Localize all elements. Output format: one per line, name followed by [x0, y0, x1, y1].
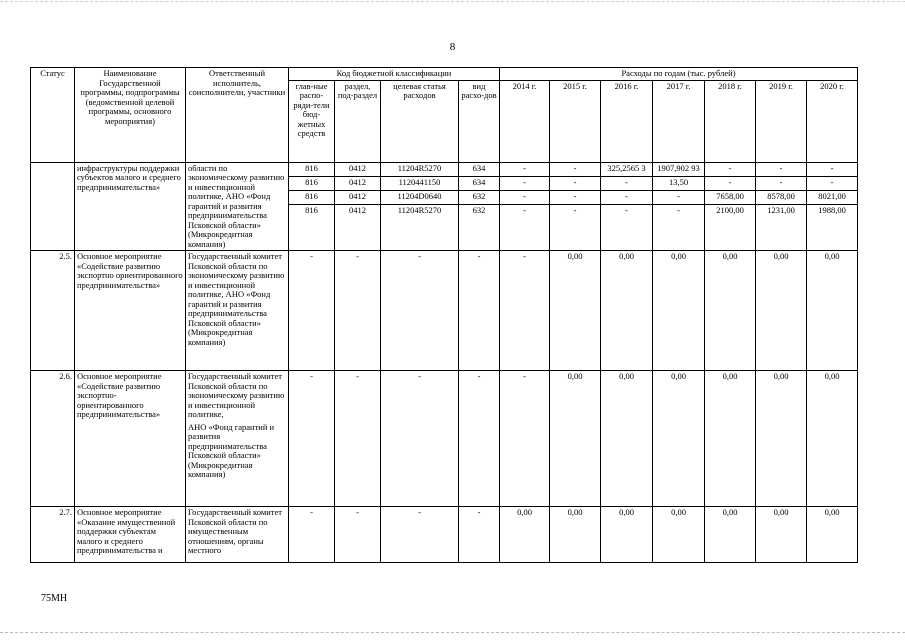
value-cell: -: [500, 251, 550, 371]
table-row: [31, 162, 858, 176]
razdel-cell: 0412: [335, 176, 381, 190]
razdel-cell: -: [335, 251, 381, 371]
table-row: [31, 507, 858, 563]
csr-cell: 11204D0640: [381, 190, 459, 204]
grbs-cell: 816: [289, 176, 335, 190]
value-cell: 0,00: [705, 507, 756, 563]
value-cell: 2100,00: [705, 205, 756, 251]
responsible-text: Государственный комитет Псковской области по имущественным отношениям, органы местного: [188, 507, 282, 556]
header-row-1: [31, 68, 858, 81]
value-cell: -: [653, 205, 705, 251]
grbs-cell: 816: [289, 205, 335, 251]
grbs-cell: -: [289, 507, 335, 563]
header-razdel: раздел, под-раздел: [335, 80, 381, 162]
razdel-cell: -: [335, 371, 381, 507]
header-year: 2016 г.: [601, 80, 653, 162]
value-cell: 0,00: [500, 507, 550, 563]
responsible-cell: области по экономическому развитию и инвестиционной политике, АНО «Фонд гарантий и развития предпринимательства Псковской области» (Микрокредитная компания): [186, 162, 289, 251]
csr-cell: 11204R5270: [381, 205, 459, 251]
value-cell: 13,50: [653, 176, 705, 190]
value-cell: 8578,00: [756, 190, 807, 204]
value-cell: -: [500, 371, 550, 507]
name-cell: инфраструктуры поддержки субъектов малого и среднего предпринимательства»: [75, 162, 186, 251]
name-cell: Основное мероприятие «Оказание имущественной поддержки субъектам малого и среднего предпринимательства и: [75, 507, 186, 563]
name-cell: Основное мероприятие «Содействие развитию экспортно ориентированного предпринимательства»: [75, 251, 186, 371]
value-cell: 0,00: [756, 507, 807, 563]
page-number: 8: [449, 41, 456, 53]
grbs-cell: 816: [289, 162, 335, 176]
value-cell: -: [756, 176, 807, 190]
value-cell: 325,2565 3: [601, 162, 653, 176]
razdel-cell: 0412: [335, 190, 381, 204]
value-cell: 0,00: [807, 507, 858, 563]
document-code: 75МН: [41, 593, 68, 604]
header-name: Наименование Государственной программы, подпрограммы (ведомственной целевой программы, основного мероприятия): [75, 68, 186, 163]
header-expenses: Расходы по годам (тыс. рублей): [500, 68, 858, 81]
vr-cell: 634: [459, 176, 500, 190]
header-year: 2014 г.: [500, 80, 550, 162]
header-grbs: глав-ные распо-ряди-тели бюд-жетных средств: [289, 80, 335, 162]
value-cell: -: [807, 176, 858, 190]
value-cell: 0,00: [601, 507, 653, 563]
budget-table: [30, 67, 858, 563]
header-year: 2017 г.: [653, 80, 705, 162]
grbs-cell: 816: [289, 190, 335, 204]
value-cell: -: [550, 205, 601, 251]
table-row: [31, 251, 858, 371]
header-responsible: Ответственный исполнитель, соисполнители, участники: [186, 68, 289, 163]
value-cell: -: [601, 190, 653, 204]
value-cell: -: [500, 190, 550, 204]
value-cell: 0,00: [601, 251, 653, 371]
responsible-cell: [186, 251, 289, 371]
header-csr: целевая статья расходов: [381, 80, 459, 162]
vr-cell: -: [459, 251, 500, 371]
responsible-text: Государственный комитет Псковской области по экономическому развитию и инвестиционной политике, АНО «Фонд гарантий и развития предпринимательства Псковской области» (Микрокредитная компания): [188, 251, 285, 347]
header-year: 2020 г.: [807, 80, 858, 162]
value-cell: 0,00: [756, 251, 807, 371]
value-cell: -: [601, 205, 653, 251]
header-year: 2015 г.: [550, 80, 601, 162]
value-cell: 1231,00: [756, 205, 807, 251]
value-cell: -: [756, 162, 807, 176]
value-cell: -: [500, 176, 550, 190]
scan-edge-bottom: [0, 632, 905, 633]
responsible-cell: [186, 507, 289, 563]
value-cell: -: [705, 176, 756, 190]
value-cell: -: [550, 176, 601, 190]
value-cell: 1988,00: [807, 205, 858, 251]
value-cell: 8021,00: [807, 190, 858, 204]
value-cell: -: [601, 176, 653, 190]
header-budget-code: Код бюджетной классификации: [289, 68, 500, 81]
value-cell: 0,00: [756, 371, 807, 507]
status-cell: [31, 162, 75, 251]
value-cell: 0,00: [653, 251, 705, 371]
value-cell: 0,00: [653, 371, 705, 507]
vr-cell: 632: [459, 205, 500, 251]
value-cell: 0,00: [705, 251, 756, 371]
responsible-cell: [186, 371, 289, 507]
value-cell: -: [705, 162, 756, 176]
value-cell: 1907,902 93: [653, 162, 705, 176]
status-cell: 2.6.: [31, 371, 75, 507]
value-cell: -: [653, 190, 705, 204]
name-cell: Основное мероприятие «Содействие развитию экспортно-ориентированного предпринимательства»: [75, 371, 186, 507]
vr-cell: -: [459, 371, 500, 507]
responsible-text: АНО «Фонд гарантий и развития предпринимательства Псковской области» (Микрокредитная компания): [188, 421, 275, 480]
value-cell: 7658,00: [705, 190, 756, 204]
status-cell: 2.5.: [31, 251, 75, 371]
csr-cell: -: [381, 371, 459, 507]
grbs-cell: -: [289, 251, 335, 371]
header-year: 2019 г.: [756, 80, 807, 162]
value-cell: 0,00: [807, 251, 858, 371]
value-cell: -: [550, 190, 601, 204]
header-vr: вид расхо-дов: [459, 80, 500, 162]
header-year: 2018 г.: [705, 80, 756, 162]
value-cell: 0,00: [653, 507, 705, 563]
value-cell: 0,00: [807, 371, 858, 507]
value-cell: -: [550, 162, 601, 176]
csr-cell: 1120441150: [381, 176, 459, 190]
razdel-cell: 0412: [335, 205, 381, 251]
value-cell: 0,00: [550, 371, 601, 507]
vr-cell: 632: [459, 190, 500, 204]
csr-cell: -: [381, 251, 459, 371]
value-cell: 0,00: [550, 507, 601, 563]
vr-cell: -: [459, 507, 500, 563]
csr-cell: -: [381, 507, 459, 563]
value-cell: -: [500, 162, 550, 176]
value-cell: 0,00: [550, 251, 601, 371]
table-row: [31, 371, 858, 507]
value-cell: -: [807, 162, 858, 176]
grbs-cell: -: [289, 371, 335, 507]
value-cell: 0,00: [601, 371, 653, 507]
status-cell: 2.7.: [31, 507, 75, 563]
value-cell: -: [500, 205, 550, 251]
value-cell: 0,00: [705, 371, 756, 507]
csr-cell: 11204R5270: [381, 162, 459, 176]
razdel-cell: 0412: [335, 162, 381, 176]
header-status: Статус: [31, 68, 75, 163]
razdel-cell: -: [335, 507, 381, 563]
responsible-text: Государственный комитет Псковской области по экономическому развитию и инвестиционной политике,: [188, 371, 285, 420]
vr-cell: 634: [459, 162, 500, 176]
scan-edge-top: [0, 1, 905, 2]
